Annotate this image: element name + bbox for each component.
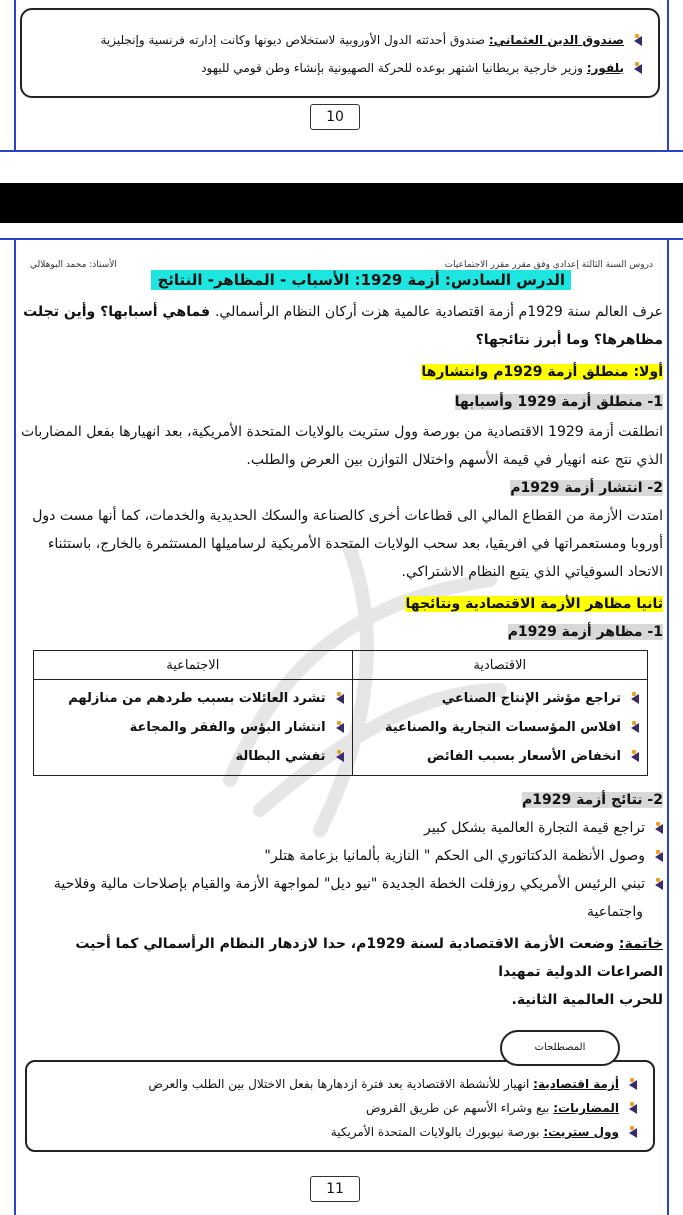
conclusion-label: خاتمة: xyxy=(618,936,663,952)
results-list xyxy=(18,814,663,926)
economic-cell xyxy=(352,680,647,776)
bullet-icon xyxy=(332,750,344,762)
list-item xyxy=(361,713,639,742)
glossary-item xyxy=(100,32,642,48)
lesson-title: الدرس السادس: أزمة 1929: الأسباب - المظاهر- النتائج xyxy=(151,270,571,290)
list-item-continuation: واجتماعية xyxy=(587,904,643,920)
page-10-right-frame xyxy=(667,0,669,150)
column-header-economic: الاقتصادية xyxy=(352,651,647,680)
term-item xyxy=(366,1100,637,1116)
page-number-11: 11 xyxy=(310,1176,360,1202)
bullet-icon xyxy=(332,721,344,733)
list-item-text: تبني الرئيس الأمريكي روزفلت الخطة الجديدة "نيو ديل" لمواجهة الأزمة والقيام بإصلاحات مالية وفلاحية xyxy=(53,876,645,892)
intro-question: فماهي أسبابها؟ وأين تجلت xyxy=(23,304,215,320)
bullet-icon xyxy=(627,721,639,733)
header-course: دروس السنة الثالثة إعدادي وفق مقرر مقرر الاجتماعيات xyxy=(444,260,653,270)
glossary-term: بلفور: xyxy=(586,61,624,75)
page-11-right-frame xyxy=(667,238,669,1215)
bullet-icon xyxy=(630,34,642,46)
section-1-heading: أولا: منطلق أزمة 1929م وانتشارها xyxy=(421,364,663,380)
page-11-left-frame xyxy=(14,238,16,1215)
term-item xyxy=(331,1124,637,1140)
list-item xyxy=(42,742,344,771)
text-line: الاتحاد السوفياتي الذي يتبع النظام الاشتراكي. xyxy=(401,564,663,580)
list-item-text: وصول الأنظمة الدكتاتوري الى الحكم " النازية بألمانيا بزعامة هتلر" xyxy=(264,848,645,864)
subsection-2-text xyxy=(18,502,663,586)
glossary-text: وزير خارجية بريطانيا اشتهر بوعده للحركة الصهيونية بإنشاء وطن قومي لليهود xyxy=(201,61,587,75)
term-item xyxy=(148,1076,637,1092)
subsection-4-heading: 2- نتائج أزمة 1929م xyxy=(521,792,663,808)
conclusion-text-cont: للحرب العالمية الثانية. xyxy=(511,992,663,1008)
glossary-item xyxy=(201,60,642,76)
intro-question-cont: مظاهرها؟ وما أبرز نتائجها؟ xyxy=(475,332,663,348)
list-item-text: تفشي البطالة xyxy=(235,749,326,764)
list-item-text: تراجع قيمة التجارة العالمية بشكل كبير xyxy=(424,820,645,836)
conclusion-text: وضعت الأزمة الاقتصادية لسنة 1929م، حدا لازدهار النظام الرأسمالي كما أحيت الصراعات الدولية تمهيدا xyxy=(75,936,663,980)
intro-text: عرف العالم سنة 1929م أزمة اقتصادية عالمية هزت أركان النظام الرأسمالي. xyxy=(214,304,663,320)
section-2-heading: ثانيا مظاهر الأزمة الاقتصادية ونتائجها xyxy=(405,596,663,612)
glossary-text: صندوق أحدثته الدول الأوروبية لاستخلاص ديونها وكانت إدارته فرنسية وإنجليزية xyxy=(100,33,489,47)
subsection-3-heading: 1- مظاهر أزمة 1929م xyxy=(507,624,663,640)
term-label: وول ستريت: xyxy=(543,1125,619,1139)
list-item xyxy=(18,814,663,842)
list-item-text: تشرد العائلات بسبب طردهم من منازلهم xyxy=(68,691,326,706)
terms-box xyxy=(25,1060,655,1152)
page-11-top-frame xyxy=(0,238,683,240)
text-line: أوروبا ومستعمراتها في افريقيا، بعد سحب الولايات المتحدة الأمريكية لرساميلها المستثمرة بالخارج، باستثناء xyxy=(47,536,663,552)
bullet-icon xyxy=(651,822,663,834)
term-label: أزمة اقتصادية: xyxy=(533,1077,619,1091)
teacher-name: الأستاذ: محمد البوهلالي xyxy=(30,260,117,270)
list-item xyxy=(361,742,639,771)
bullet-icon xyxy=(651,850,663,862)
terms-title: المصطلحات xyxy=(500,1030,620,1066)
bullet-icon xyxy=(630,62,642,74)
list-item-text: افلاس المؤسسات التجارية والصناعية xyxy=(384,720,621,735)
list-item xyxy=(361,684,639,713)
list-item-text: انخفاض الأسعار بسبب الفائض xyxy=(426,749,621,764)
list-item xyxy=(18,842,663,870)
term-definition: بيع وشراء الأسهم عن طريق القروض xyxy=(365,1101,554,1115)
text-line: انطلقت أزمة 1929 الاقتصادية من بورصة وول ستريت بالولايات المتحدة الأمريكية، بعد انهيارها بفعل المضاربات xyxy=(20,424,663,440)
subsection-1-text xyxy=(18,418,663,474)
social-cell xyxy=(34,680,353,776)
bullet-icon xyxy=(627,692,639,704)
intro-paragraph xyxy=(18,298,663,354)
page-10-left-frame xyxy=(14,0,16,150)
list-item-text: تراجع مؤشر الإنتاج الصناعي xyxy=(441,691,621,706)
subsection-2-heading: 2- انتشار أزمة 1929م xyxy=(510,480,663,496)
list-item xyxy=(42,684,344,713)
bullet-icon xyxy=(627,750,639,762)
text-line: امتدت الأزمة من القطاع المالي الى قطاعات أخرى كالصناعة والسكك الحديدية والخدمات، كما أنها مست دول xyxy=(32,508,663,524)
list-item-text: انتشار البؤس والفقر والمجاعة xyxy=(129,720,326,735)
column-header-social: الاجتماعية xyxy=(34,651,353,680)
term-definition: انهيار للأنشطة الاقتصادية بعد فترة ازدهارها بفعل الاختلال بين الطلب والعرض xyxy=(148,1077,534,1091)
page-10-glossary-box xyxy=(20,8,660,98)
glossary-term: صندوق الدين العثماني: xyxy=(488,33,624,47)
bullet-icon xyxy=(625,1126,637,1138)
page-10-bottom-frame xyxy=(0,150,683,152)
conclusion xyxy=(18,930,663,1014)
manifestations-table xyxy=(33,650,648,776)
subsection-1-heading: 1- منطلق أزمة 1929 وأسبابها xyxy=(454,394,663,410)
term-definition: بورصة نيويورك بالولايات المتحدة الأمريكية xyxy=(330,1125,544,1139)
bullet-icon xyxy=(651,878,663,890)
page-separator xyxy=(0,183,683,223)
page-number-10: 10 xyxy=(310,104,360,130)
list-item xyxy=(42,713,344,742)
bullet-icon xyxy=(625,1078,637,1090)
bullet-icon xyxy=(625,1102,637,1114)
list-item xyxy=(18,870,663,898)
text-line: الذي نتج عنه انهيار في قيمة الأسهم واختلال التوازن بين العرض والطلب. xyxy=(246,452,663,468)
term-label: المضاربات: xyxy=(553,1101,619,1115)
bullet-icon xyxy=(332,692,344,704)
